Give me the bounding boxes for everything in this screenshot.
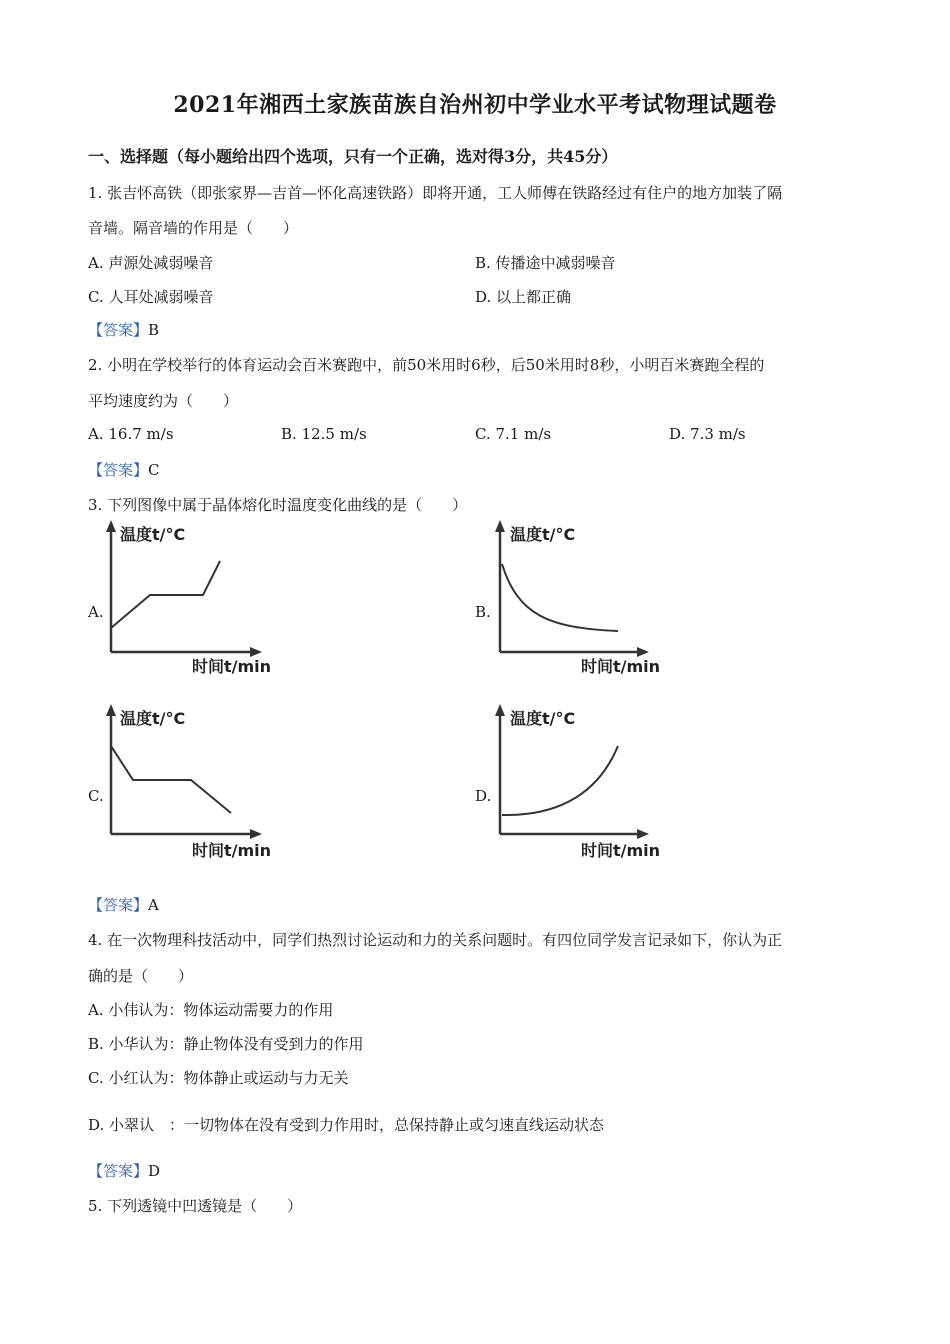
q2-option-b: B. 12.5 m/s bbox=[281, 425, 367, 443]
q2-option-d: D. 7.3 m/s bbox=[669, 425, 746, 443]
graph-a-x-label: 时间t/min bbox=[192, 657, 272, 676]
graph-b-label: B. bbox=[475, 603, 491, 621]
graph-c-y-label: 温度t/°C bbox=[120, 709, 186, 728]
q4-option-c: C. 小红认为：物体静止或运动与力无关 bbox=[88, 1069, 349, 1087]
q4-option-d: D. 小翠认 ：一切物体在没有受到力作用时，总保持静止或匀速直线运动状态 bbox=[88, 1116, 605, 1134]
q2-option-c: C. 7.1 m/s bbox=[475, 425, 552, 443]
q5-stem: 5. 下列透镜中凹透镜是（ ） bbox=[88, 1197, 303, 1215]
q3-answer: 【答案】A bbox=[88, 896, 159, 914]
q1-stem-line1: 1. 张吉怀高铁（即张家界—吉首—怀化高速铁路）即将开通，工人师傅在铁路经过有住户的地方加装了隔 bbox=[88, 184, 783, 202]
graph-b-curve bbox=[502, 564, 618, 631]
graph-b-x-label: 时间t/min bbox=[581, 657, 661, 676]
graph-a bbox=[100, 520, 300, 690]
graph-c-x-arrow bbox=[250, 829, 262, 839]
graph-b-y-label: 温度t/°C bbox=[510, 525, 576, 544]
q1-stem-line2: 音墙。隔音墙的作用是（ ） bbox=[88, 219, 299, 237]
graph-d-y-label: 温度t/°C bbox=[510, 709, 576, 728]
section-heading: 一、选择题（每小题给出四个选项，只有一个正确，选对得3分，共45分） bbox=[88, 147, 618, 166]
graph-a-y-label: 温度t/°C bbox=[120, 525, 186, 544]
q1-option-c: C. 人耳处减弱噪音 bbox=[88, 288, 214, 306]
graph-c-x-label: 时间t/min bbox=[192, 841, 272, 860]
q1-option-d: D. 以上都正确 bbox=[475, 288, 572, 306]
q2-option-a: A. 16.7 m/s bbox=[88, 425, 174, 443]
q1-option-a: A. 声源处减弱噪音 bbox=[88, 254, 214, 272]
graph-a-label: A. bbox=[88, 603, 104, 621]
graph-b bbox=[488, 520, 688, 690]
graph-d-x-label: 时间t/min bbox=[581, 841, 661, 860]
graph-c-y-arrow bbox=[106, 704, 116, 716]
graph-d bbox=[488, 704, 688, 874]
graph-b-y-arrow bbox=[495, 520, 505, 532]
q1-option-b: B. 传播途中减弱噪音 bbox=[475, 254, 616, 272]
graph-c-curve bbox=[111, 746, 231, 813]
graph-c-label: C. bbox=[88, 787, 104, 805]
q3-stem: 3. 下列图像中属于晶体熔化时温度变化曲线的是（ ） bbox=[88, 496, 468, 514]
graph-d-y-arrow bbox=[495, 704, 505, 716]
graph-a-x-arrow bbox=[250, 647, 262, 657]
page-title: 2021年湘西土家族苗族自治州初中学业水平考试物理试题卷 bbox=[173, 92, 777, 118]
q4-option-b: B. 小华认为：静止物体没有受到力的作用 bbox=[88, 1035, 364, 1053]
q4-stem-line1: 4. 在一次物理科技活动中，同学们热烈讨论运动和力的关系问题时。有四位同学发言记录如下，你认为正 bbox=[88, 931, 783, 949]
graph-d-label: D. bbox=[475, 787, 492, 805]
q4-answer: 【答案】D bbox=[88, 1162, 161, 1180]
graph-a-curve bbox=[111, 561, 220, 628]
q4-stem-line2: 确的是（ ） bbox=[88, 967, 194, 985]
graph-d-x-arrow bbox=[637, 829, 649, 839]
graph-d-curve bbox=[502, 746, 618, 815]
graph-c bbox=[100, 704, 300, 874]
q4-option-a: A. 小伟认为：物体运动需要力的作用 bbox=[88, 1001, 334, 1019]
graph-a-y-arrow bbox=[106, 520, 116, 532]
q2-answer: 【答案】C bbox=[88, 461, 160, 479]
graph-b-x-arrow bbox=[637, 647, 649, 657]
q1-answer: 【答案】B bbox=[88, 321, 160, 339]
q2-stem-line2: 平均速度约为（ ） bbox=[88, 392, 239, 410]
q2-stem-line1: 2. 小明在学校举行的体育运动会百米赛跑中，前50米用时6秒，后50米用时8秒，小明百米赛跑全程的 bbox=[88, 356, 765, 374]
